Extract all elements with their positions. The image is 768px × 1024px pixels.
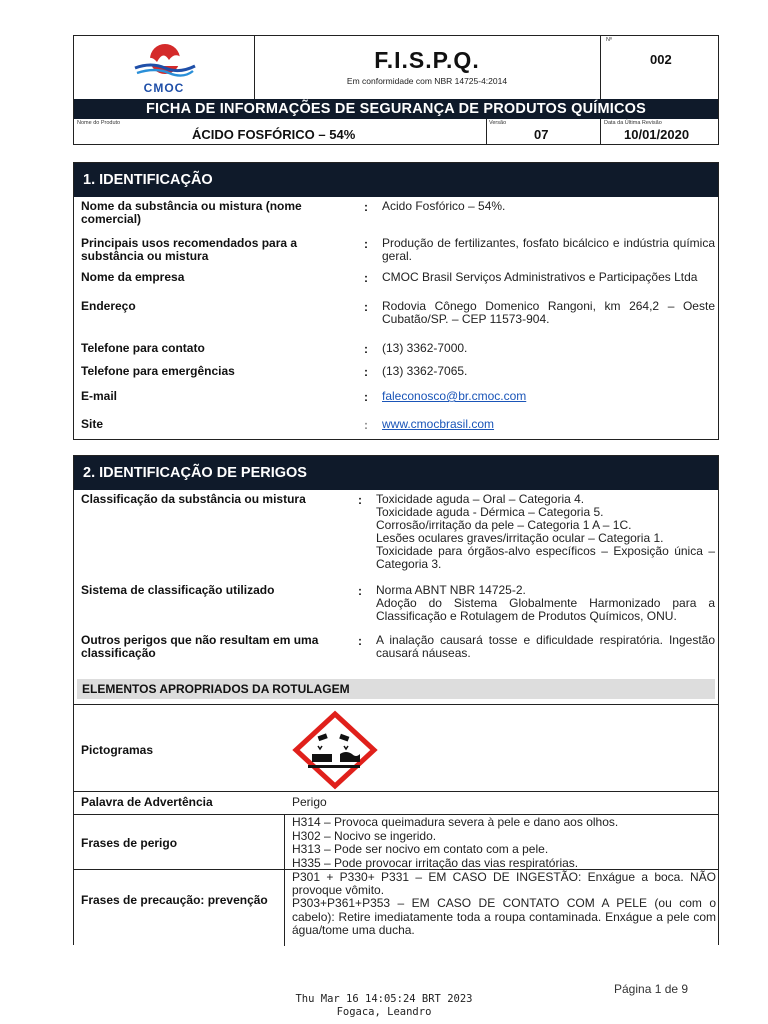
divider [284, 814, 285, 869]
document-title: F.I.S.P.Q. [374, 47, 480, 73]
field-value: A inalação causará tosse e dificuldade respiratória. Ingestão causará náuseas. [376, 633, 715, 660]
field-label: Outros perigos que não resultam em uma classificação [81, 633, 319, 660]
colon: : [364, 390, 368, 404]
colon: : [358, 634, 362, 648]
field-label: Frases de precaução: prevenção [81, 893, 268, 907]
hazard-statements: H314 – Provoca queimadura severa à pele e dano aos olhos. H302 – Nocivo se ingerido. H313 – Pode ser nocivo em contato com a pele. H335 – Pode provocar irritação das vias respiratórias. [292, 815, 619, 870]
field-label: Classificação da substância ou mistura [81, 492, 306, 506]
print-stamp [0, 993, 768, 1019]
logo-cell [74, 36, 255, 99]
field-label: Nome da empresa [81, 270, 185, 284]
logo-text: CMOC [143, 81, 185, 95]
site-link[interactable]: www.cmocbrasil.com [382, 417, 495, 431]
field-label: Sistema de classificação utilizado [81, 583, 275, 597]
section-title: 1. IDENTIFICAÇÃO [74, 163, 718, 197]
colon: : [358, 493, 362, 507]
colon: : [364, 365, 368, 379]
colon: : [358, 584, 362, 598]
field-label: Telefone para contato [81, 341, 205, 355]
field-label: E-mail [81, 389, 118, 403]
document-header [73, 35, 719, 145]
colon: : [364, 342, 368, 356]
print-user: Fogaca, Leandro [336, 1006, 432, 1018]
field-value: (13) 3362-7000. [382, 341, 468, 355]
colon: : [364, 237, 368, 251]
precautionary-statements: P301 + P330+ P331 – EM CASO DE INGESTÃO: Enxágue a boca. NÃO provoque vômito. P303+P361+P353 – EM CASO DE CONTATO COM A PELE (ou com o cabelo): Retire imediatamente toda a roupa contaminada. Enxágue a pele com água/tome uma ducha. [292, 870, 716, 937]
version-value: 07 [534, 127, 549, 142]
field-label: Palavra de Advertência [81, 795, 213, 809]
signal-word: Perigo [292, 795, 327, 809]
title-cell [254, 36, 601, 99]
field-value: Produção de fertilizantes, fosfato bicálcico e indústria química geral. [382, 236, 715, 263]
email-link[interactable]: faleconosco@br.cmoc.com [382, 389, 527, 403]
colon: : [364, 300, 368, 314]
document-number: 002 [650, 52, 672, 67]
field-value: Acido Fosfórico – 54%. [382, 199, 506, 213]
page-number: Página 1 de 9 [614, 982, 689, 996]
divider [74, 704, 718, 705]
field-value: (13) 3362-7065. [382, 364, 468, 378]
number-label: Nº [606, 37, 612, 43]
field-label: Frases de perigo [81, 836, 178, 850]
corrosion-pictogram-icon [292, 710, 378, 790]
cmoc-logo-icon [129, 42, 201, 82]
product-label: Nome do Produto [77, 120, 121, 126]
field-label: Endereço [81, 299, 136, 313]
revision-date: 10/01/2020 [624, 127, 690, 142]
field-value: Toxicidade aguda – Oral – Categoria 4. Toxicidade aguda - Dérmica – Categoria 5. Corrosão/irritação da pele – Categoria 1 A – 1C. Lesões oculares graves/irritação ocular – Categoria 1. Toxicidade para órgãos-alvo específicos – Exposição única – Categoria 3. [376, 492, 715, 571]
field-label: Principais usos recomendados para a substância ou mistura [81, 236, 298, 263]
divider [486, 119, 487, 144]
section-identification [73, 162, 719, 440]
sheet-band-title: FICHA DE INFORMAÇÕES DE SEGURANÇA DE PRODUTOS QUÍMICOS [74, 99, 718, 119]
field-value: CMOC Brasil Serviços Administrativos e Participações Ltda [382, 270, 698, 284]
number-cell [600, 36, 718, 99]
section-hazard-identification [73, 455, 719, 945]
field-label: Nome da substância ou mistura (nome comercial) [81, 199, 302, 226]
print-timestamp: Thu Mar 16 14:05:24 BRT 2023 [295, 993, 473, 1005]
field-label: Pictogramas [81, 743, 154, 757]
colon: : [364, 200, 368, 214]
divider [600, 119, 601, 144]
product-name: ÁCIDO FOSFÓRICO – 54% [192, 127, 356, 142]
colon: : [364, 418, 368, 432]
colon: : [364, 271, 368, 285]
field-label: Telefone para emergências [81, 364, 235, 378]
field-label: Site [81, 417, 104, 431]
divider [74, 791, 718, 792]
version-label: Versão [489, 120, 507, 126]
label-elements-heading: ELEMENTOS APROPRIADOS DA ROTULAGEM [77, 679, 715, 699]
field-value: Rodovia Cônego Domenico Rangoni, km 264,2 – Oeste Cubatão/SP. – CEP 11573-904. [382, 299, 715, 326]
section-title: 2. IDENTIFICAÇÃO DE PERIGOS [74, 456, 718, 490]
product-row [74, 119, 718, 144]
date-label: Data da Última Revisão [604, 120, 662, 126]
field-value: Norma ABNT NBR 14725-2. Adoção do Sistema Globalmente Harmonizado para a Classificação e Rotulagem de Produtos Químicos, ONU. [376, 583, 715, 623]
document-subtitle: Em conformidade com NBR 14725-4:2014 [346, 76, 508, 86]
divider [284, 869, 285, 946]
